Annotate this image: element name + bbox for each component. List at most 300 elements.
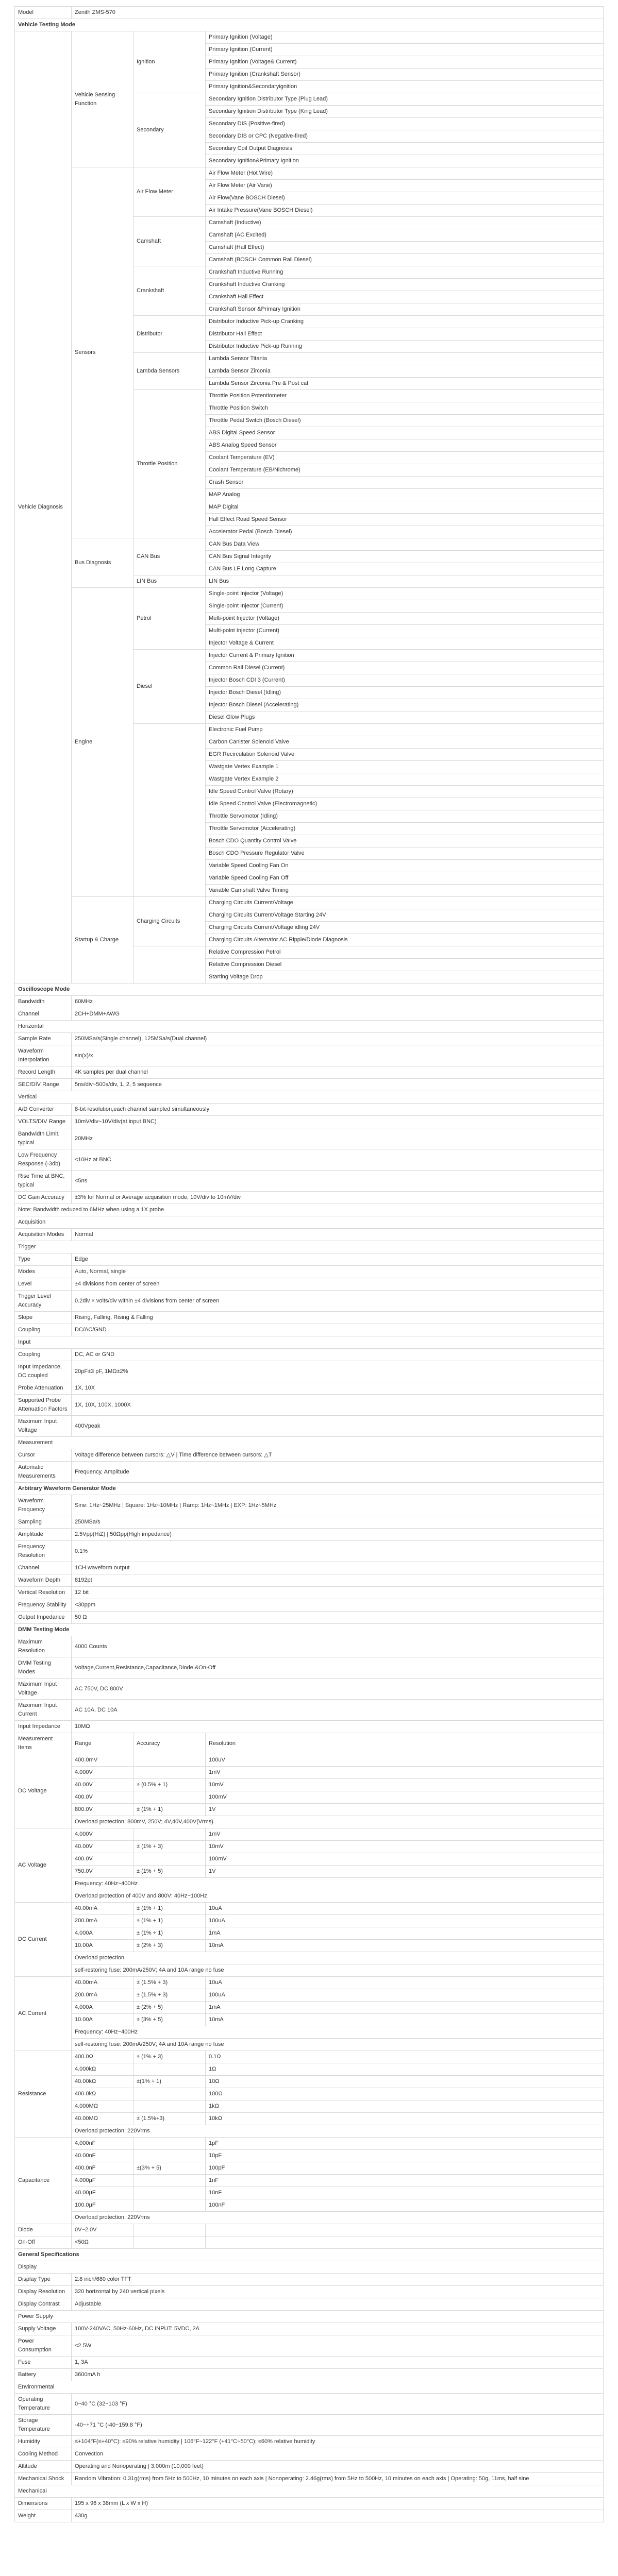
dmm-cell: 10.00A xyxy=(72,1940,133,1952)
general-value: ≤+104°F(≤+40°C): ≤90% relative humidity | 106°F~122°F (+41°C~50°C): ≤60% relative humidity xyxy=(72,2436,604,2448)
vehicle-item: Accelerator Pedal (Bosch Diesel) xyxy=(206,526,604,538)
vehicle-item: EGR Recirculation Solenoid Valve xyxy=(206,749,604,761)
osc-row xyxy=(15,1349,604,1361)
awg-row xyxy=(15,1587,604,1599)
osc-value: Normal xyxy=(72,1229,604,1241)
vehicle-item: CAN Bus Data View xyxy=(206,538,604,551)
dmm-cell: 400.0V xyxy=(72,1853,133,1866)
osc-subheading: Trigger xyxy=(15,1241,604,1253)
awg-row xyxy=(15,1541,604,1562)
general-row xyxy=(15,2461,604,2473)
dmm-cell: 4.000μF xyxy=(72,2175,133,2187)
general-subheading: Display xyxy=(15,2261,604,2274)
general-label: Weight xyxy=(15,2510,72,2522)
osc-row xyxy=(15,1241,604,1253)
dmm-head-row xyxy=(15,1733,604,1754)
osc-row xyxy=(15,1116,604,1128)
dmm-cell: 1Ω xyxy=(206,2063,604,2076)
dmm-note: Overload protection: 800mV, 250V; 4V,40V,400V(Vrms) xyxy=(72,1816,604,1828)
osc-label: Probe Attenuation xyxy=(15,1382,72,1395)
osc-value: ±4 divisions from center of screen xyxy=(72,1278,604,1291)
dmm-item-label: AC Current xyxy=(15,1977,72,2051)
osc-value: 10mV/div~10V/div(at input BNC) xyxy=(72,1116,604,1128)
awg-value: 1CH waveform output xyxy=(72,1562,604,1574)
awg-value: 2.5Vpp(HiZ) | 50Ωpp(High impedance) xyxy=(72,1529,604,1541)
general-row xyxy=(15,2261,604,2274)
dmm-range-row xyxy=(15,2100,604,2113)
awg-row xyxy=(15,1562,604,1574)
dmm-column-header: Resolution xyxy=(206,1733,604,1754)
vehicle-item: Air Flow Meter (Air Vane) xyxy=(206,180,604,192)
awg-row xyxy=(15,1612,604,1624)
dmm-cell: ± (1% + 1) xyxy=(133,1903,206,1915)
dmm-range-row xyxy=(15,2063,604,2076)
osc-row xyxy=(15,1204,604,1216)
dmm-note: self-restoring fuse: 200mA/250V; 4A and 10A range no fuse xyxy=(72,1964,604,1977)
vehicle-item: Throttle Position Potentiometer xyxy=(206,390,604,402)
vehicle-item-row xyxy=(15,167,604,180)
vehicle-diagnosis-label: Vehicle Diagnosis xyxy=(15,31,72,984)
vehicle-item: Wastgate Vertex Example 1 xyxy=(206,761,604,773)
vehicle-item: Bosch CDO Quantity Control Valve xyxy=(206,835,604,848)
vehicle-item: Crash Sensor xyxy=(206,477,604,489)
dmm-cell: 10mV xyxy=(206,1841,604,1853)
general-row xyxy=(15,2311,604,2323)
general-row xyxy=(15,2473,604,2485)
general-row xyxy=(15,2274,604,2286)
dmm-cell: 1kΩ xyxy=(206,2100,604,2113)
general-row xyxy=(15,2436,604,2448)
vehicle-item: Air Flow(Vane BOSCH Diesel) xyxy=(206,192,604,205)
vehicle-item-row xyxy=(15,538,604,551)
dmm-note-row xyxy=(15,1964,604,1977)
osc-value: <10Hz at BNC xyxy=(72,1149,604,1171)
vehicle-item: Camshaft (AC Excited) xyxy=(206,229,604,242)
dmm-cell: ± (1.5% + 3) xyxy=(133,1989,206,2002)
dmm-label: Input Impedance xyxy=(15,1721,72,1733)
dmm-cell: 400.0mV xyxy=(72,1754,133,1767)
osc-label: Record Length xyxy=(15,1066,72,1079)
awg-value: 250MSa/s xyxy=(72,1516,604,1529)
general-label: Display Contrast xyxy=(15,2298,72,2311)
osc-row xyxy=(15,1192,604,1204)
awg-label: Frequency Resolution xyxy=(15,1541,72,1562)
vehicle-item: Secondary Ignition&Primary Ignition xyxy=(206,155,604,167)
osc-value: 60MHz xyxy=(72,996,604,1008)
awg-value: 0.1% xyxy=(72,1541,604,1562)
osc-label: Level xyxy=(15,1278,72,1291)
general-label: Display Type xyxy=(15,2274,72,2286)
vehicle-item-row xyxy=(15,31,604,44)
osc-label: DC Gain Accuracy xyxy=(15,1192,72,1204)
dmm-cell: 40.00μF xyxy=(72,2187,133,2199)
dmm-note-row xyxy=(15,1890,604,1903)
dmm-top-row xyxy=(15,1721,604,1733)
osc-section-heading-row xyxy=(15,984,604,996)
vehicle-item-row xyxy=(15,588,604,600)
spec-table xyxy=(14,6,604,2522)
dmm-cell: ± (1% + 1) xyxy=(133,1927,206,1940)
dmm-item-label: DC Voltage xyxy=(15,1754,72,1828)
dmm-note-row xyxy=(15,2125,604,2138)
dmm-cell: 10kΩ xyxy=(206,2113,604,2125)
vehicle-item: Relative Compression Petrol xyxy=(206,946,604,959)
vehicle-item: Coolant Temperature (EB/Nichrome) xyxy=(206,464,604,477)
dmm-note: Frequency: 40Hz~400Hz xyxy=(72,2026,604,2039)
osc-value: 2CH+DMM+AWG xyxy=(72,1008,604,1021)
general-row xyxy=(15,2357,604,2369)
general-value: <2.5W xyxy=(72,2335,604,2357)
dmm-cell: ± (3% + 5) xyxy=(133,2014,206,2026)
dmm-note: Frequency: 40Hz~400Hz xyxy=(72,1878,604,1890)
vehicle-item-row xyxy=(15,897,604,909)
osc-label: Supported Probe Attenuation Factors xyxy=(15,1395,72,1416)
general-row xyxy=(15,2485,604,2498)
dmm-cell: ± (1% + 3) xyxy=(133,1841,206,1853)
osc-row xyxy=(15,1033,604,1045)
dmm-top-row xyxy=(15,1700,604,1721)
dmm-top-row xyxy=(15,1679,604,1700)
general-label: Display Resolution xyxy=(15,2286,72,2298)
vehicle-item: Camshaft (Hall Effect) xyxy=(206,242,604,254)
vehicle-group-label: Startup & Charge xyxy=(72,897,133,984)
dmm-cell xyxy=(133,2100,206,2113)
osc-label: Waveform Interpolation xyxy=(15,1045,72,1066)
osc-label: Type xyxy=(15,1253,72,1266)
awg-value: 8192pt xyxy=(72,1574,604,1587)
vehicle-item: Camshaft (Inductive) xyxy=(206,217,604,229)
dmm-cell: 4.000kΩ xyxy=(72,2063,133,2076)
dmm-cell: 4.000A xyxy=(72,1927,133,1940)
dmm-cell: ±(1% + 1) xyxy=(133,2076,206,2088)
osc-row xyxy=(15,1416,604,1437)
awg-label: Frequency Stability xyxy=(15,1599,72,1612)
osc-value: 20MHz xyxy=(72,1128,604,1149)
awg-value: Sine: 1Hz~25MHz | Square: 1Hz~10MHz | Ramp: 1Hz~1MHz | EXP: 1Hz~5MHz xyxy=(72,1495,604,1516)
vehicle-item: MAP Digital xyxy=(206,501,604,514)
dmm-value: AC 10A, DC 10A xyxy=(72,1700,604,1721)
osc-row xyxy=(15,1021,604,1033)
general-row xyxy=(15,2323,604,2335)
osc-value: 0.2div × volts/div within ±4 divisions from center of screen xyxy=(72,1291,604,1312)
vehicle-item: Injector Bosch CDI 3 (Current) xyxy=(206,674,604,687)
vehicle-item: Relative Compression Diesel xyxy=(206,959,604,971)
dmm-note: Overload protection: 220Vrms xyxy=(72,2125,604,2138)
awg-label: Output Impedance xyxy=(15,1612,72,1624)
model-value: Zenith ZMS-570 xyxy=(72,7,604,19)
general-value: 1, 3A xyxy=(72,2357,604,2369)
vehicle-group-label: Bus Diagnosis xyxy=(72,538,133,588)
general-label: Supply Voltage xyxy=(15,2323,72,2335)
dmm-cell: ± (1.5%+3) xyxy=(133,2113,206,2125)
vehicle-sub-label: Secondary xyxy=(133,93,206,167)
awg-value: <30ppm xyxy=(72,1599,604,1612)
osc-row xyxy=(15,1382,604,1395)
dmm-measurement-label: Measurement Items xyxy=(15,1733,72,1754)
vehicle-item: Starting Voltage Drop xyxy=(206,971,604,984)
dmm-cell: 4.000V xyxy=(72,1767,133,1779)
dmm-cell: 10mA xyxy=(206,2014,604,2026)
awg-row xyxy=(15,1574,604,1587)
osc-value: sin(x)/x xyxy=(72,1045,604,1066)
dmm-range-row xyxy=(15,2051,604,2063)
dmm-cell xyxy=(133,2236,206,2249)
vehicle-group-label: Sensors xyxy=(72,167,133,538)
general-label: Altitude xyxy=(15,2461,72,2473)
osc-row xyxy=(15,1104,604,1116)
osc-label: Low Frequency Response (-3db) xyxy=(15,1149,72,1171)
dmm-cell xyxy=(133,1754,206,1767)
osc-row xyxy=(15,1336,604,1349)
osc-value: Rising, Falling, Rising & Falling xyxy=(72,1312,604,1324)
osc-row xyxy=(15,1395,604,1416)
dmm-range-row xyxy=(15,1779,604,1791)
vehicle-item: LIN Bus xyxy=(206,575,604,588)
osc-label: SEC/DIV Range xyxy=(15,1079,72,1091)
dmm-cell: ± (2% + 5) xyxy=(133,2002,206,2014)
general-value: 320 horizontal by 240 vertical pixels xyxy=(72,2286,604,2298)
vehicle-item: Carbon Canister Solenoid Valve xyxy=(206,736,604,749)
dmm-cell: 200.0mA xyxy=(72,1989,133,2002)
awg-label: Channel xyxy=(15,1562,72,1574)
vehicle-item: Injector Bosch Diesel (Idling) xyxy=(206,687,604,699)
osc-row xyxy=(15,1324,604,1336)
dmm-range-row xyxy=(15,1915,604,1927)
general-row xyxy=(15,2448,604,2461)
osc-row xyxy=(15,1449,604,1462)
osc-value: <5ns xyxy=(72,1171,604,1192)
general-row xyxy=(15,2286,604,2298)
vehicle-item: Idle Speed Control Valve (Rotary) xyxy=(206,786,604,798)
general-value: Random Vibration: 0.31g(rms) from 5Hz to 500Hz, 10 minutes on each axis | Nonoperating: 2.46g(rms) from 5Hz to 500Hz, 10 minutes on each axis | Operating: 50g, 11ms, half sine xyxy=(72,2473,604,2485)
dmm-cell: 10mV xyxy=(206,1779,604,1791)
osc-row xyxy=(15,1216,604,1229)
dmm-value: AC 750V, DC 800V xyxy=(72,1679,604,1700)
vehicle-item: Single-point Injector (Current) xyxy=(206,600,604,613)
dmm-cell: ± (1% + 5) xyxy=(133,1866,206,1878)
osc-row xyxy=(15,1462,604,1483)
dmm-cell: 10mA xyxy=(206,1940,604,1952)
osc-row xyxy=(15,1253,604,1266)
vehicle-sub-label: CAN Bus xyxy=(133,538,206,575)
general-row xyxy=(15,2369,604,2381)
dmm-range-row xyxy=(15,1903,604,1915)
vehicle-item: CAN Bus Signal Integrity xyxy=(206,551,604,563)
dmm-item-label: DC Current xyxy=(15,1903,72,1977)
dmm-range-row xyxy=(15,1754,604,1767)
awg-label: Vertical Resolution xyxy=(15,1587,72,1599)
dmm-cell: ± (2% + 3) xyxy=(133,1940,206,1952)
osc-value: Auto, Normal, single xyxy=(72,1266,604,1278)
vehicle-sub-label: Charging Circuits xyxy=(133,897,206,946)
dmm-column-header: Range xyxy=(72,1733,133,1754)
general-label: Humidity xyxy=(15,2436,72,2448)
dmm-cell: 1mV xyxy=(206,1828,604,1841)
osc-label: A/D Converter xyxy=(15,1104,72,1116)
general-row xyxy=(15,2498,604,2510)
vehicle-item: Charging Circuits Current/Voltage Starting 24V xyxy=(206,909,604,922)
vehicle-item: Lambda Sensor Zirconia Pre & Post cat xyxy=(206,378,604,390)
dmm-range-row xyxy=(15,1977,604,1989)
dmm-cell: 1mV xyxy=(206,1767,604,1779)
general-value: 0~40 °C (32~103 °F) xyxy=(72,2394,604,2415)
general-label: Fuse xyxy=(15,2357,72,2369)
osc-value: 5ns/div~500s/div, 1, 2, 5 sequence xyxy=(72,1079,604,1091)
osc-value: 1X, 10X, 100X, 1000X xyxy=(72,1395,604,1416)
vehicle-item: Crankshaft Sensor &Primary Ignition xyxy=(206,303,604,316)
osc-label: Bandwidth xyxy=(15,996,72,1008)
dmm-range-row xyxy=(15,1828,604,1841)
dmm-range-row xyxy=(15,2138,604,2150)
osc-row xyxy=(15,1229,604,1241)
osc-row xyxy=(15,1361,604,1382)
dmm-cell: ± (0.5% + 1) xyxy=(133,1779,206,1791)
dmm-note: Overload protection of 400V and 800V: 40Hz~100Hz xyxy=(72,1890,604,1903)
dmm-item-label: Diode xyxy=(15,2224,72,2236)
spec-table-body xyxy=(15,7,604,2522)
dmm-note-row xyxy=(15,1816,604,1828)
vehicle-item: Variable Camshaft Valve Timing xyxy=(206,885,604,897)
dmm-range-row xyxy=(15,1791,604,1804)
vehicle-sub-label: Air Flow Meter xyxy=(133,167,206,217)
vehicle-item: Secondary Ignition Distributor Type (Plug Lead) xyxy=(206,93,604,106)
dmm-note-row xyxy=(15,1878,604,1890)
general-value: Adjustable xyxy=(72,2298,604,2311)
vehicle-group-label: Engine xyxy=(72,588,133,897)
dmm-range-row xyxy=(15,2076,604,2088)
osc-value: Edge xyxy=(72,1253,604,1266)
general-value: 2.8 inch/680 color TFT xyxy=(72,2274,604,2286)
dmm-range-row xyxy=(15,2175,604,2187)
general-label: Battery xyxy=(15,2369,72,2381)
osc-row xyxy=(15,1312,604,1324)
dmm-cell: 10pF xyxy=(206,2150,604,2162)
vehicle-item: Throttle Servomotor (Accelerating) xyxy=(206,823,604,835)
osc-label: Input Impedance, DC coupled xyxy=(15,1361,72,1382)
vehicle-item: Lambda Sensor Zirconia xyxy=(206,365,604,378)
general-row xyxy=(15,2510,604,2522)
general-value: Operating and Nonoperating | 3,000m (10,000 feet) xyxy=(72,2461,604,2473)
general-value: 430g xyxy=(72,2510,604,2522)
dmm-cell: ± (1.5% + 3) xyxy=(133,1977,206,1989)
dmm-cell: 40.00nF xyxy=(72,2150,133,2162)
general-value: 3600mA h xyxy=(72,2369,604,2381)
osc-subheading: Vertical xyxy=(15,1091,604,1104)
awg-label: Amplitude xyxy=(15,1529,72,1541)
dmm-cell: 100.0μF xyxy=(72,2199,133,2212)
vehicle-item: Injector Voltage & Current xyxy=(206,637,604,650)
general-section-heading: General Specifications xyxy=(15,2249,604,2261)
dmm-range-row xyxy=(15,1853,604,1866)
osc-label: Sample Rate xyxy=(15,1033,72,1045)
awg-value: 50 Ω xyxy=(72,1612,604,1624)
osc-row xyxy=(15,1008,604,1021)
vehicle-sub-label: Distributor xyxy=(133,316,206,353)
dmm-range-row xyxy=(15,1989,604,2002)
vehicle-sub-label: Lambda Sensors xyxy=(133,353,206,390)
dmm-range-row xyxy=(15,1804,604,1816)
dmm-top-row xyxy=(15,1657,604,1679)
dmm-cell: 40.00mA xyxy=(72,1903,133,1915)
osc-value: 20pF±3 pF, 1MΩ±2% xyxy=(72,1361,604,1382)
vehicle-sub-label: Ignition xyxy=(133,31,206,93)
dmm-range-row xyxy=(15,2113,604,2125)
osc-value: DC, AC or GND xyxy=(72,1349,604,1361)
awg-value: 12 bit xyxy=(72,1587,604,1599)
dmm-cell xyxy=(133,1767,206,1779)
general-label: Storage Temperature xyxy=(15,2415,72,2436)
vehicle-sub-label: Camshaft xyxy=(133,217,206,266)
dmm-cell: 400.0kΩ xyxy=(72,2088,133,2100)
dmm-cell xyxy=(133,2088,206,2100)
vehicle-item: Distributor Hall Effect xyxy=(206,328,604,341)
dmm-item-label: AC Voltage xyxy=(15,1828,72,1903)
vehicle-item: Lambda Sensor Titania xyxy=(206,353,604,365)
general-label: Dimensions xyxy=(15,2498,72,2510)
dmm-range-row xyxy=(15,2088,604,2100)
general-row xyxy=(15,2394,604,2415)
awg-section-heading-row xyxy=(15,1483,604,1495)
vehicle-item: Distributor Inductive Pick-up Running xyxy=(206,341,604,353)
dmm-cell: 4.000V xyxy=(72,1828,133,1841)
vehicle-item: Distributor Inductive Pick-up Cranking xyxy=(206,316,604,328)
dmm-cell: ± (1% + 3) xyxy=(133,2051,206,2063)
osc-subheading: Measurement xyxy=(15,1437,604,1449)
dmm-cell: 0V~2.0V xyxy=(72,2224,133,2236)
vehicle-item: Air Flow Meter (Hot Wire) xyxy=(206,167,604,180)
osc-label: Coupling xyxy=(15,1324,72,1336)
osc-row xyxy=(15,1437,604,1449)
osc-row xyxy=(15,996,604,1008)
vehicle-item: Idle Speed Control Valve (Electromagnetic) xyxy=(206,798,604,810)
vehicle-item: Multi-point Injector (Current) xyxy=(206,625,604,637)
vehicle-item: Multi-point Injector (Voltage) xyxy=(206,613,604,625)
dmm-value: 4000 Counts xyxy=(72,1636,604,1657)
vehicle-item: Primary Ignition&Secondaryignition xyxy=(206,81,604,93)
dmm-cell xyxy=(133,2175,206,2187)
dmm-cell xyxy=(133,1828,206,1841)
dmm-range-row xyxy=(15,2162,604,2175)
vehicle-item: Throttle Servomotor (Idling) xyxy=(206,810,604,823)
vehicle-item: Camshaft (BOSCH Common Rail Diesel) xyxy=(206,254,604,266)
general-subheading: Environmental xyxy=(15,2381,604,2394)
vehicle-item: Coolant Temperature (EV) xyxy=(206,452,604,464)
dmm-cell: 4.000nF xyxy=(72,2138,133,2150)
dmm-cell: ± (1% + 1) xyxy=(133,1915,206,1927)
dmm-item-label: On-Off xyxy=(15,2236,72,2249)
dmm-item-label: Resistance xyxy=(15,2051,72,2138)
dmm-range-row xyxy=(15,2150,604,2162)
vehicle-item: ABS Analog Speed Sensor xyxy=(206,439,604,452)
awg-section-heading: Arbitrary Waveform Generator Mode xyxy=(15,1483,604,1495)
dmm-cell: 10.00A xyxy=(72,2014,133,2026)
dmm-cell: 200.0mA xyxy=(72,1915,133,1927)
dmm-cell: 40.00V xyxy=(72,1841,133,1853)
awg-label: Waveform Frequency xyxy=(15,1495,72,1516)
awg-row xyxy=(15,1599,604,1612)
dmm-cell: 10uA xyxy=(206,1977,604,1989)
osc-value: 1X, 10X xyxy=(72,1382,604,1395)
vehicle-item: Secondary DIS or CPC (Negative-fired) xyxy=(206,130,604,143)
osc-value: Frequency, Amplitude xyxy=(72,1462,604,1483)
osc-value: ±3% for Normal or Average acquisition mode, 10V/div to 10mV/div xyxy=(72,1192,604,1204)
osc-label: Rise Time at BNC, typical xyxy=(15,1171,72,1192)
dmm-range-row xyxy=(15,1927,604,1940)
vehicle-item: ABS Digital Speed Sensor xyxy=(206,427,604,439)
dmm-cell: 100pF xyxy=(206,2162,604,2175)
osc-row xyxy=(15,1278,604,1291)
vehicle-item: Secondary DIS (Positive-fired) xyxy=(206,118,604,130)
